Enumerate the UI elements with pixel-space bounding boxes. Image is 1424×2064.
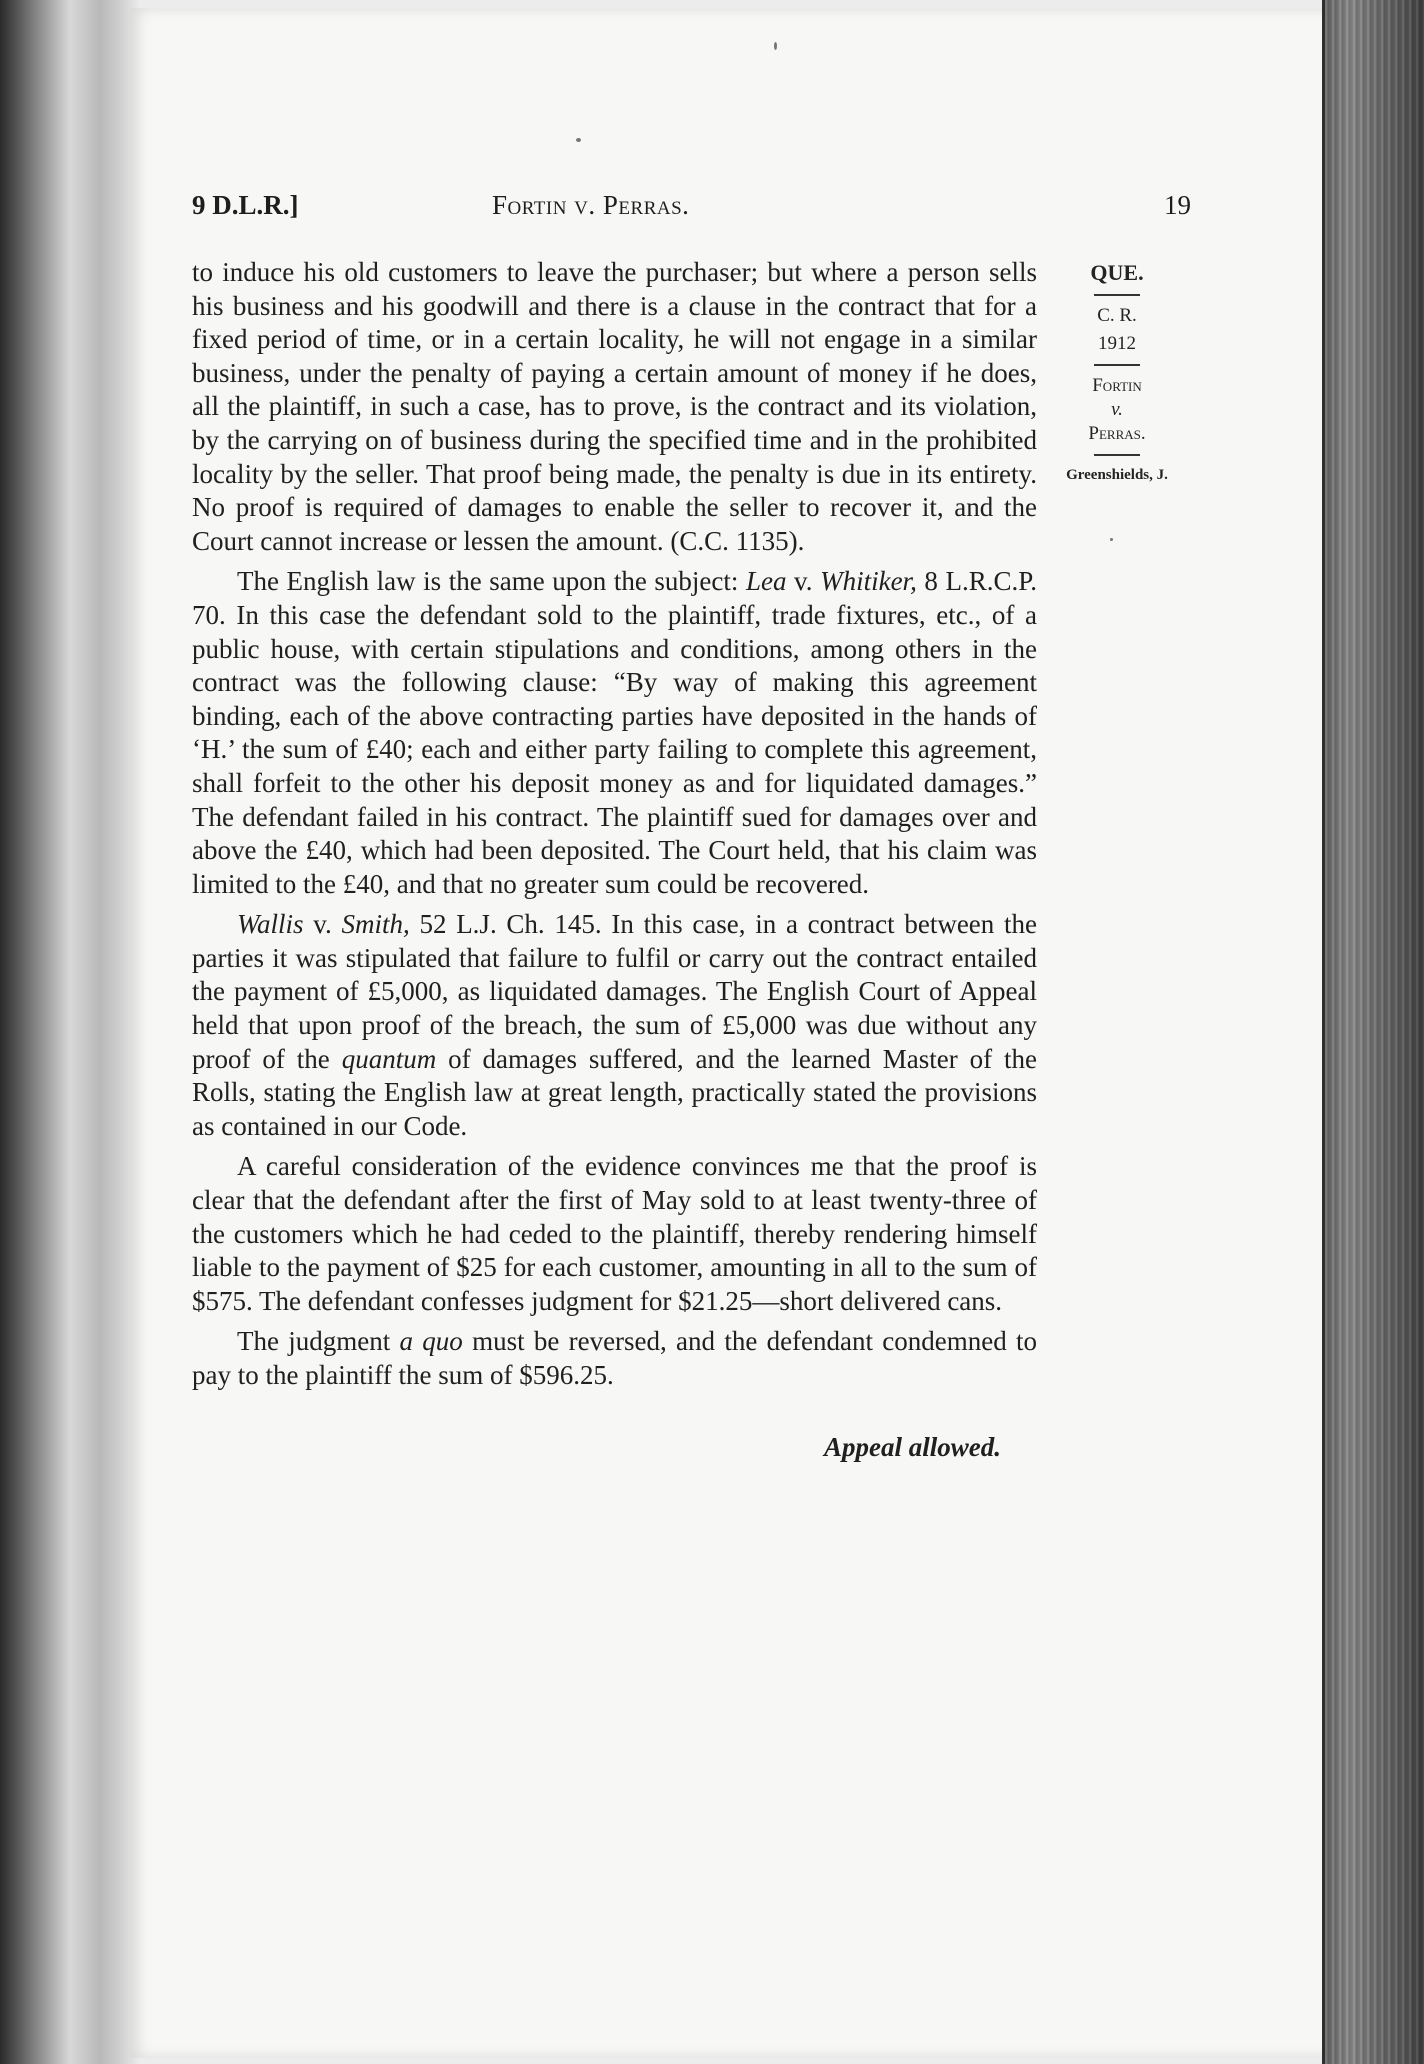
book-edge-texture bbox=[1325, 0, 1424, 2064]
sidenote-court: C. R. bbox=[1097, 305, 1137, 326]
a-quo-term: a quo bbox=[399, 1326, 463, 1357]
case-name-whitiker: Whitiker, bbox=[820, 566, 917, 597]
paragraph-2-text-cont: 8 L.R.C.P. 70. In this case the defendant sold to the plaintiff, trade fixtures, etc., of a public house, with certain stipulations and conditions, among others in the contract was the following clause: “By way of making this agreement binding, each of the above contracting parties have deposited in the hands of ‘H.’ the sum of £40; each and either party failing to complete this agreement, shall forfeit to the other his deposit money as and for liquidated damages.” The defendant failed in his contract. The plaintiff sued for damages over and above the £40, which had been deposited. The Court held, that his claim was limited to the £40, and that no greater sum could be recovered. bbox=[192, 566, 1037, 899]
sidenote-divider bbox=[1094, 294, 1140, 296]
paragraph-3-text-cont: of damages suffered, and the learned Master of the Rolls, stating the English law at great length, practically stated the provisions as contained in our Code. bbox=[192, 1043, 1037, 1141]
paragraph-2 bbox=[192, 565, 1037, 901]
versus-text: v. bbox=[303, 909, 342, 940]
sidenote-versus: v. bbox=[1111, 399, 1123, 420]
paragraph-4: A careful consideration of the evidence convinces me that the proof is clear that the defendant after the first of May sold to at least twenty-three of the customers which he had ceded to the plaintiff, thereby rendering himself liable to the payment of $25 for each customer, amounting in all to the sum of $575. The defendant confesses judgment for $21.25—short delivered cans. bbox=[192, 1151, 1037, 1316]
margin-sidenote bbox=[1052, 258, 1182, 488]
paragraph-5-text-cont: must be reversed, and the defendant condemned to pay to the plaintiff the sum of $596.25. bbox=[192, 1326, 1038, 1390]
sidenote-divider bbox=[1094, 364, 1140, 366]
paragraph-3 bbox=[192, 908, 1037, 1143]
paragraph-2-text: The English law is the same upon the subject: bbox=[237, 566, 746, 597]
paragraph-3-text: 52 L.J. Ch. 145. In this case, in a contract between the parties it was stipulated that failure to fulfil or carry out the contract entailed the payment of £5,000, as liquidated damages. The English Court of Appeal held that upon proof of the breach, the sum of £5,000 was due without any proof of the bbox=[192, 909, 1038, 1074]
paragraph-5-text: The judgment bbox=[237, 1326, 400, 1357]
running-head-case-title: Fortin v. Perras. bbox=[492, 190, 690, 220]
speck-mark bbox=[1110, 538, 1113, 541]
case-name-wallis: Wallis bbox=[237, 909, 304, 940]
body-text bbox=[192, 256, 1037, 1464]
quantum-term: quantum bbox=[341, 1043, 437, 1074]
speck-mark bbox=[576, 138, 581, 142]
case-name-lea: Lea bbox=[745, 566, 787, 597]
sidenote-province: QUE. bbox=[1090, 260, 1144, 285]
paragraph-1: to induce his old customers to leave the purchaser; but where a person sells his business and his goodwill and there is a clause in the contract that for a fixed period of time, or in a certain locality, he will not engage in a similar business, under the penalty of paying a certain amount of money if he does, all the plaintiff, in such a case, has to prove, is the contract and its violation, by the carrying on of business during the specified time and in the prohibited locality by the seller. That proof being made, the penalty is due in its entirety. No proof is required of damages to enable the seller to recover it, and the Court cannot increase or lessen the amount. (C.C. 1135). bbox=[192, 257, 1037, 556]
versus-text: v. bbox=[786, 566, 821, 597]
speck-mark bbox=[774, 42, 777, 50]
closing-disposition: Appeal allowed. bbox=[824, 1431, 1001, 1462]
sidenote-judge: Greenshields, J. bbox=[1066, 467, 1168, 483]
case-name-smith: Smith, bbox=[341, 909, 410, 940]
sidenote-party-2: Perras. bbox=[1088, 423, 1146, 444]
sidenote-divider bbox=[1094, 454, 1140, 456]
page-number: 19 bbox=[1164, 190, 1191, 220]
sidenote-party-1: Fortin bbox=[1092, 375, 1142, 396]
running-head-volume: 9 D.L.R.] bbox=[192, 190, 299, 220]
sidenote-year: 1912 bbox=[1098, 333, 1136, 354]
paragraph-5 bbox=[192, 1325, 1037, 1392]
